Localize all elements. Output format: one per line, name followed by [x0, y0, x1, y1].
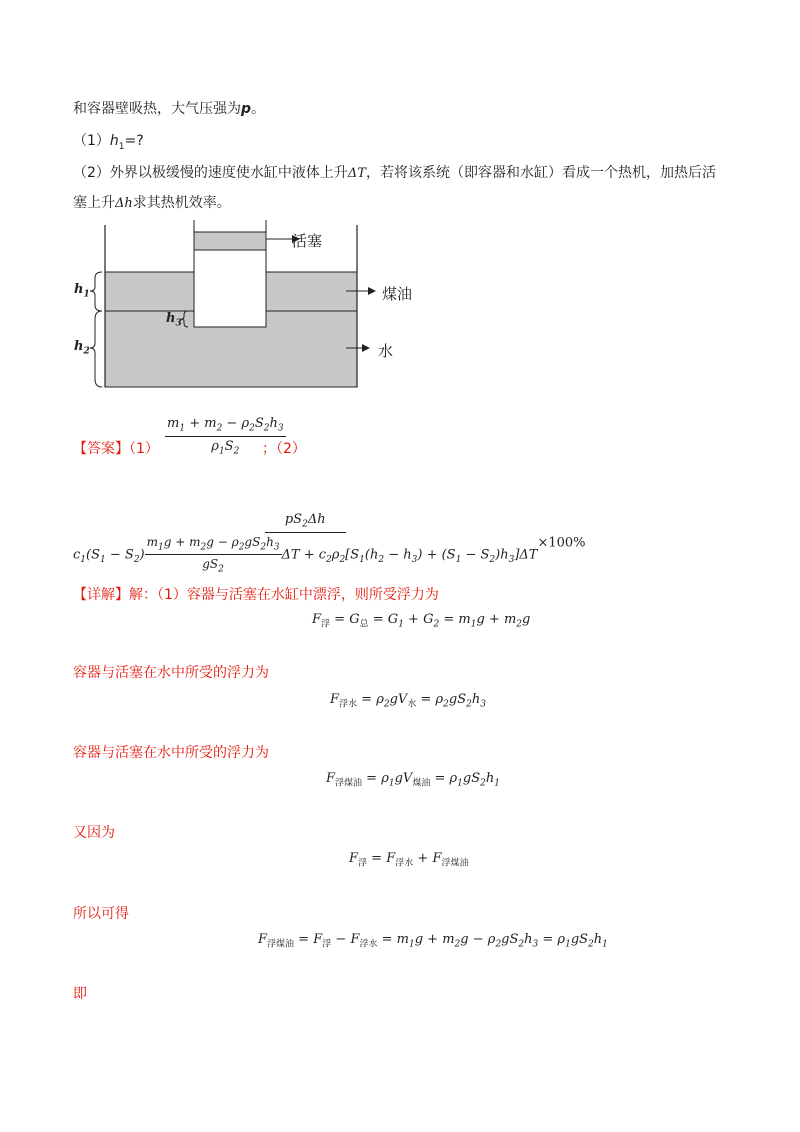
eq-buoyancy-derived: $F_{浮煤油} = F_浮 - F_{浮水} = m_1g + m_2g - \rho_2gS_2h_3 = \rho_1gS_2h_1$ [258, 932, 608, 950]
detail-text-2: 容器与活塞在水中所受的浮力为 [73, 745, 269, 761]
q1-end: =? [124, 133, 144, 149]
label-h3 [166, 311, 182, 329]
h2-brace [90, 311, 102, 387]
question-2-line-1 [73, 162, 716, 182]
answer-part-2: ；（2） [262, 441, 306, 457]
detail-text-4: 所以可得 [73, 906, 129, 922]
h2-sub: 2 [83, 346, 90, 357]
eq-buoyancy-water: $F_{浮水} = \rho_2gV_水 = \rho_2gS_2h_3$ [330, 692, 486, 710]
piston [194, 232, 266, 250]
answer-line [73, 438, 159, 458]
eq-buoyancy-kerosene: $F_{浮煤油} = \rho_1gV_{煤油} = \rho_1gS_2h_1$ [326, 771, 500, 789]
h3-letter: h [166, 311, 176, 326]
detail-intro [73, 584, 439, 604]
q2-delta-t: ΔT [347, 166, 366, 181]
detail-text-5: 即 [73, 986, 87, 1002]
answer-part-1: （1） [129, 441, 159, 457]
answer-tag: 【答案】 [73, 441, 129, 457]
intro-end: 。 [251, 101, 266, 117]
h2-letter: h [74, 339, 84, 354]
intro-line-1 [73, 98, 265, 118]
q2-text-b: ，若将该系统（即容器和水缸）看成一个热机，加热后活 [365, 165, 716, 181]
answer-2-formula: $pS_2\Delta h$ $c_1(S_1 - S_2)$ $\frac{m_1g + m_2g - \rho_2gS_2h_3}{gS_2}$ $\Delta T + c_2\rho_2[S_1(h_2 - h_3) + (S_1 - S_2)h_3]\Delta T$ ×100% [73, 512, 586, 575]
h1-letter: h [74, 282, 84, 297]
h1-sub: 1 [83, 289, 90, 300]
q2-delta-h: Δh [115, 196, 133, 211]
label-piston: 活塞 [292, 232, 323, 250]
detail-text-1: 容器与活塞在水中所受的浮力为 [73, 665, 269, 681]
h3-sub: 3 [175, 318, 182, 329]
intro-text: 和容器壁吸热，大气压强为 [73, 101, 241, 117]
q1-subscript: 1 [118, 141, 125, 152]
label-kerosene: 煤油 [382, 285, 413, 303]
eq-buoyancy-total: $F_浮 = G_总 = G_1 + G_2 = m_1g + m_2g$ [312, 612, 531, 630]
pressure-variable: p [241, 101, 252, 117]
q2-text-c: 塞上升 [73, 195, 115, 211]
detail-intro-text: 解：（1）容器与活塞在水缸中漂浮，则所受浮力为 [129, 587, 439, 603]
inner-container [194, 250, 266, 327]
label-water: 水 [378, 342, 394, 360]
answer-1-formula: $\frac{m_1 + m_2 - \rho_2S_2h_3}{\rho_1S_2}$ [167, 416, 284, 457]
question-2-line-2 [73, 192, 231, 212]
h1-brace [90, 272, 102, 311]
detail-tag: 【详解】 [73, 587, 129, 603]
label-h2 [74, 339, 90, 357]
detail-text-3: 又因为 [73, 825, 115, 841]
eq-buoyancy-sum: $F_浮 = F_{浮水} + F_{浮煤油}$ [349, 851, 469, 869]
q1-number: （1） [73, 133, 110, 149]
question-1 [73, 130, 144, 152]
label-h1 [74, 282, 90, 300]
q1-variable: h [109, 133, 119, 149]
kerosene-arrow-head [368, 287, 376, 295]
q2-text-d: 求其热机效率。 [132, 195, 231, 211]
container-diagram [60, 215, 420, 395]
q2-text-a: （2）外界以极缓慢的速度使水缸中液体上升 [73, 165, 348, 181]
water-arrow-head [362, 344, 370, 352]
